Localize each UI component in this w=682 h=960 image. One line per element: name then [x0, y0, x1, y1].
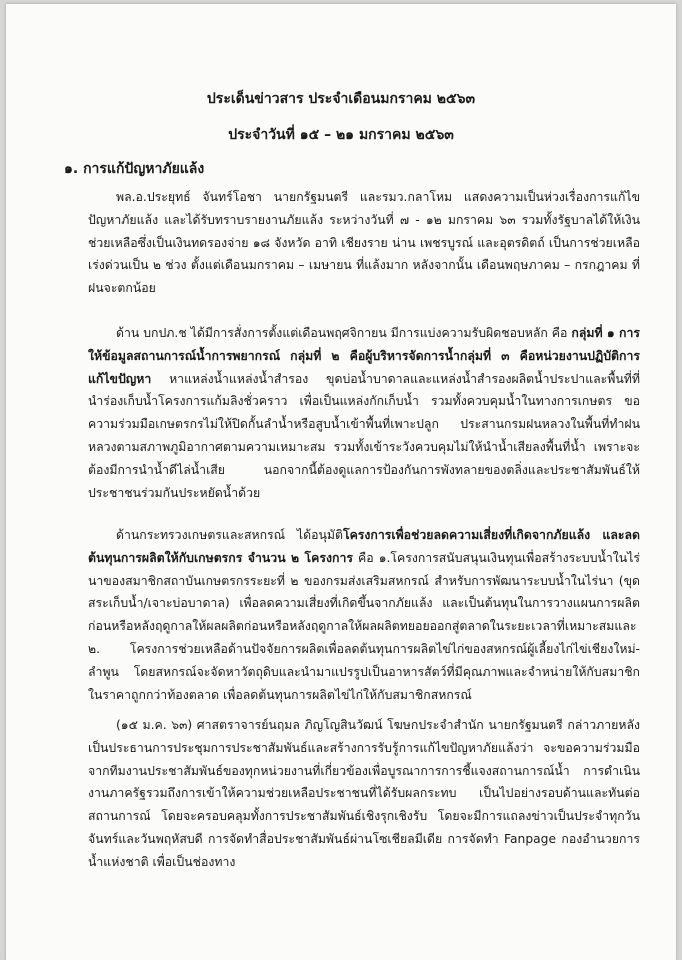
- paragraph-4: [88, 714, 640, 874]
- paragraph-1-text: พล.อ.ประยุทธ์ จันทร์โอชา นายกรัฐมนตรี และรมว.กลาโหม แสดงความเป็นห่วงเรื่องการแก้ไขปัญหาภัยแล้ง และได้รับทราบรายงานภัยแล้ง ระหว่างวันที่ ๗ - ๑๒ มกราคม ๖๓ รวมทั้งรัฐบาลได้ให้เงินช่วยเหลือซึ่งเป็นเงินทดรองจ่าย ๑๘ จังหวัด อาทิ เชียงราย น่าน เพชรบูรณ์ และอุตรดิตถ์ เป็นการช่วยเหลือเร่งด่วนเป็น ๒ ช่วง ตั้งแต่เดือนมกราคม – เมษายน ที่แล้งมาก หลังจากนั้น เดือนพฤษภาคม – กรกฎาคม ที่ฝนจะตกน้อย: [88, 190, 640, 296]
- paragraph-2: [88, 322, 640, 504]
- document-page: [6, 4, 676, 960]
- paragraph-2-body: หาแหล่งน้ำแหล่งน้ำสำรอง ขุดบ่อน้ำบาดาลและแหล่งน้ำสำรองผลิตน้ำประปาและพื้นที่ที่นำร่องเก็บน้ำโครงการแก้มลิงชั่วคราว เพื่อเป็นแหล่งกักเก็บน้ำ รวมทั้งควบคุมน้ำในทางการเกษตร ขอความร่วมมือเกษตรกรไม่ให้ปิดกั้นลำน้ำหรือสูบน้ำเข้าพื้นที่เพาะปลูก ประสานกรมฝนหลวงในพื้นที่ทำฝนหลวงตามสภาพภูมิอากาศตามความเหมาะสม รวมทั้งเข้าระวังควบคุมไม่ให้นำน้ำเสียลงพื้นที่น้ำ เพราะจะต้องมีการนำน้ำดีไล่น้ำเสีย นอกจากนี้ต้องดูแลการป้องกันการพังทลายของตลิ่งและประชาสัมพันธ์ให้ประชาชนร่วมกันประหยัดน้ำด้วย: [88, 371, 640, 500]
- paragraph-2-bold: กลุ่มที่ ๑ การให้ข้อมูลสถานการณ์น้ำการพยากรณ์ กลุ่มที่ ๒ คือผู้บริหารจัดการน้ำกลุ่มที่ ๓ คือหน่วยงานปฏิบัติการแก้ไขปัญหา: [88, 326, 641, 386]
- document-date-range: ประจำวันที่ ๑๕ – ๒๑ มกราคม ๒๕๖๓: [228, 127, 454, 143]
- paragraph-3-bold: โครงการเพื่อช่วยลดความเสี่ยงที่เกิดจากภัยแล้ง และลดต้นทุนการผลิตให้กับเกษตรกร จำนวน ๒ โครงการ: [88, 528, 640, 565]
- document-title: ประเด็นข่าวสาร ประจำเดือนมกราคม ๒๕๖๓: [206, 91, 476, 107]
- paragraph-3-intro: ด้านกระทรวงเกษตรและสหกรณ์ ได้อนุมัติ: [116, 528, 343, 542]
- paragraph-3: [88, 524, 640, 706]
- paragraph-4-text: (๑๕ ม.ค. ๖๓) ศาสตราจารย์นฤมล ภิญโญสินวัฒน์ โฆษกประจำสำนัก นายกรัฐมนตรี กล่าวภายหลังเป็นประธานการประชุมการประชาสัมพันธ์และสร้างการรับรู้การแก้ไขปัญหาภัยแล้งว่า จะขอความร่วมมือจากทีมงานประชาสัมพันธ์ของทุกหน่วยงานที่เกี่ยวข้องเพื่อบูรณาการการชี้แจงสถานการณ์น้ำ การดำเนินงานภาครัฐรวมถึงการเข้าให้ความช่วยเหลือประชาชนที่ได้รับผลกระทบ เป็นไปอย่างรอบด้านและทันต่อสถานการณ์ โดยจะครอบคลุมทั้งการประชาสัมพันธ์เชิงรุกเชิงรับ โดยจะมีการแถลงข่าวเป็นประจำทุกวันจันทร์และวันพฤหัสบดี การจัดทำสื่อประชาสัมพันธ์ผ่านโซเชียลมีเดีย การจัดทำ Fanpage กองอำนวยการน้ำแห่งชาติ เพื่อเป็นช่องทาง: [88, 718, 640, 869]
- paragraph-1: [88, 186, 640, 300]
- paragraph-3-body: คือ ๑.โครงการสนับสนุนเงินทุนเพื่อสร้างระบบน้ำในไร่นาของสมาชิกสถาบันเกษตรกรระยะที่ ๒ ของกรมส่งเสริมสหกรณ์ สำหรับการพัฒนาระบบน้ำในไร่นา (ขุดสระเก็บน้ำ/เจาะบ่อบาดาล) เพื่อลดความเสี่ยงที่เกิดขึ้นจากภัยแล้ง และเป็นต้นทุนในการวางแผนการผลิตก่อนหรือหลังฤดูกาลให้ผลผลิตก่อนหรือหลังฤดูกาลให้ผลผลิตทยอยออกสู่ตลาดในระยะเวลาที่เหมาะสมและ ๒. โครงการช่วยเหลือด้านปัจจัยการผลิตเพื่อลดต้นทุนการผลิตไข่ไก่ของสหกรณ์ผู้เลี้ยงไก่ไข่เชียงใหม่-ลำพูน โดยสหกรณ์จะจัดหาวัตถุดิบและนำมาแปรรูปเป็นอาหารสัตว์ที่มีคุณภาพและจำหน่ายให้กับสมาชิกในราคาถูกกว่าท้องตลาด เพื่อลดต้นทุนการผลิตไข่ไก่ให้กับสมาชิกสหกรณ์: [88, 550, 641, 702]
- section-heading: ๑. การแก้ปัญหาภัยแล้ง: [64, 161, 205, 177]
- paragraph-2-intro: ด้าน บกปภ.ช ได้มีการสั่งการตั้งแต่เดือนพฤศจิกายน มีการแบ่งความรับผิดชอบหลัก คือ: [116, 326, 572, 340]
